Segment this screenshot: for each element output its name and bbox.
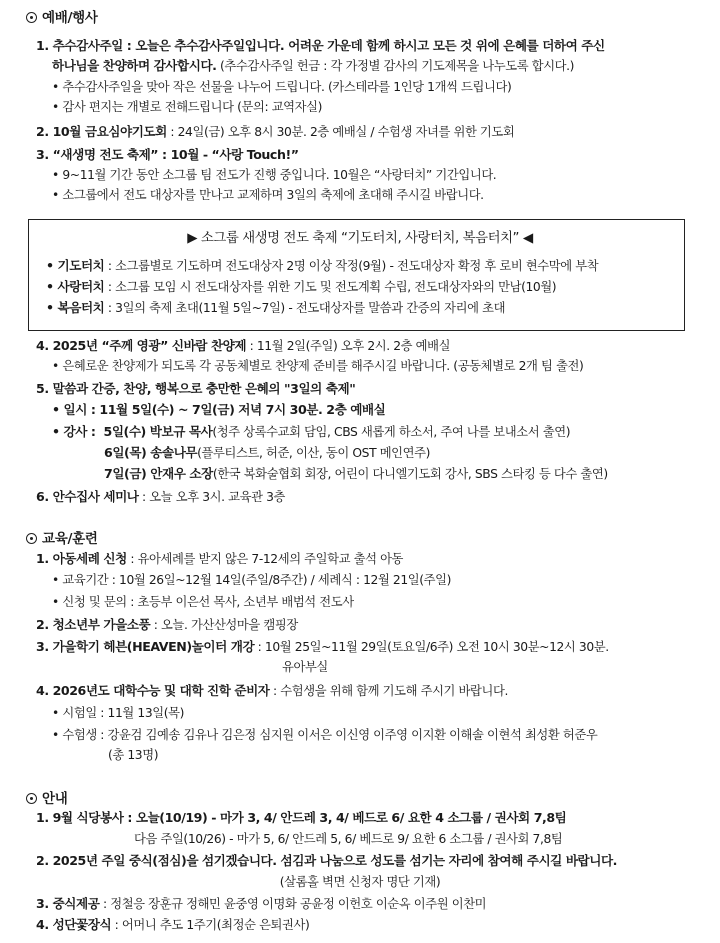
item-1-bold: 하나님을 찬양하며 감사합시다.: [52, 58, 217, 73]
speaker-label: • 강사 :: [52, 424, 96, 439]
education-item-4-bullet-1: • 시험일 : 11월 13일(목): [52, 706, 184, 720]
evangelism-box-row-3: [46, 299, 505, 317]
education-item-1: [36, 550, 403, 568]
circle-dot-icon: [26, 12, 37, 23]
notice-3-bold: 3. 중식제공: [36, 896, 100, 911]
worship-item-4: [36, 337, 450, 355]
item-1-note: (추수감사주일 헌금 : 각 가정별 감사의 기도제목을 나누도록 합시다.): [216, 59, 575, 73]
edu-1-bold: 1. 아동세례 신청: [36, 551, 127, 566]
item-4-rest: : 11월 2일(주일) 오후 2시. 2층 예배실: [246, 339, 451, 353]
notice-item-4: [36, 916, 309, 934]
box-row-1-label: • 기도터치: [46, 258, 105, 273]
education-item-4-total: (총 13명): [108, 748, 159, 762]
education-item-2: [36, 616, 298, 634]
evangelism-box-title: ▶ 소그룹 새생명 전도 축제 “기도터치, 사랑터치, 복음터치” ◀: [187, 231, 533, 246]
speaker-3-name: 7일(금) 안재우 소장: [104, 466, 213, 481]
section-notice-header: [26, 787, 67, 807]
education-item-4-bullet-2: • 수험생 : 강윤검 김예송 김유나 김은정 심지원 이서은 이신영 이주영 이지환 이해솔 이현석 최성환 허준우: [52, 728, 598, 742]
box-row-3-text: : 3일의 축제 초대(11월 5일~7일) - 전도대상자를 말씀과 간증의 자리에 초대: [104, 301, 506, 315]
education-item-3-location: 유아부실: [282, 660, 328, 674]
notice-item-2: 2. 2025년 주일 중식(점심)을 섬기겠습니다. 섬김과 나눔으로 성도를 섬기는 자리에 참여해 주시길 바랍니다.: [36, 853, 618, 868]
education-item-1-bullet-2: • 신청 및 문의 : 초등부 이은선 목사, 소년부 배범석 전도사: [52, 595, 354, 609]
item-6-rest: : 오늘 오후 3시. 교육관 3층: [138, 490, 285, 504]
worship-item-4-bullet-1: • 은혜로운 찬양제가 되도록 각 공동체별로 찬양제 준비를 해주시길 바랍니다. (공동체별로 2개 팀 출전): [52, 359, 584, 373]
worship-item-5-date: • 일시 : 11월 5일(수) ~ 7일(금) 저녁 7시 30분. 2층 예배실: [52, 402, 386, 417]
section-worship-header: [26, 6, 98, 26]
item-6-bold: 6. 안수집사 세미나: [36, 489, 139, 504]
evangelism-box-row-1: [46, 257, 598, 275]
speaker-2-info: (플루티스트, 허준, 이산, 동이 OST 메인연주): [197, 446, 431, 460]
edu-3-rest: : 10월 25일~11월 29일(토요일/6주) 오전 10시 30분~12시 30분.: [254, 640, 609, 654]
evangelism-box-row-2: [46, 278, 556, 296]
section-title: 예배/행사: [42, 10, 98, 26]
box-row-3-label: • 복음터치: [46, 300, 105, 315]
worship-item-3-title: 3. “새생명 전도 축제” : 10월 - “사랑 Touch!”: [36, 147, 299, 162]
worship-item-3-bullet-2: • 소그룹에서 전도 대상자를 만나고 교제하며 3일의 축제에 초대해 주시길 바랍니다.: [52, 188, 484, 202]
speaker-3-info: (한국 복화술협회 회장, 어린이 다니엘기도회 강사, SBS 스타킹 등 다수 출연): [212, 467, 608, 481]
speaker-1-info: (청주 상록수교회 담임, CBS 새롭게 하소서, 주여 나를 보내소서 출연): [212, 425, 571, 439]
item-2-bold: 2. 10월 금요심야기도회: [36, 124, 167, 139]
worship-item-1-line2: [52, 57, 574, 75]
box-row-2-label: • 사랑터치: [46, 279, 105, 294]
notice-3-rest: : 정철응 장훈규 정해민 윤중영 이명화 공윤정 이헌호 이순옥 이주원 이찬미: [99, 897, 487, 911]
box-row-2-text: : 소그룹 모임 시 전도대상자를 위한 기도 및 전도계획 수립, 전도대상자와의 만남(10월): [104, 280, 557, 294]
worship-item-2: [36, 123, 514, 141]
section-title: 교육/훈련: [42, 531, 98, 547]
education-item-1-bullet-1: • 교육기간 : 10월 26일~12월 14일(주일/8주간) / 세례식 : 12월 21일(주일): [52, 573, 452, 587]
item-4-bold: 4. 2025년 “주께 영광” 신바람 찬양제: [36, 338, 247, 353]
worship-item-5-title: 5. 말씀과 간증, 찬양, 행복으로 충만한 은혜의 "3일의 축제": [36, 381, 356, 396]
worship-item-5-speaker-3: [104, 465, 608, 483]
edu-3-bold: 3. 가을학기 헤븐(HEAVEN)놀이터 개강: [36, 639, 255, 654]
worship-item-1-bullet-2: • 감사 편지는 개별로 전해드립니다 (문의: 교역자실): [52, 100, 323, 114]
notice-item-1: 1. 9월 식당봉사 : 오늘(10/19) - 마가 3, 4/ 안드레 3, 4/ 베드로 6/ 요한 4 소그룹 / 권사회 7,8팀: [36, 810, 567, 825]
speaker-2-name: 6일(목) 송솔나무: [104, 445, 198, 460]
speaker-1-name: 5일(수) 박보규 목사: [103, 424, 213, 439]
section-education-header: [26, 527, 98, 547]
worship-item-3-bullet-1: • 9~11월 기간 동안 소그룹 팀 전도가 진행 중입니다. 10월은 “사랑터치” 기간입니다.: [52, 168, 497, 182]
worship-item-6: [36, 488, 285, 506]
circle-dot-icon: [26, 533, 37, 544]
worship-item-1-title: 1. 추수감사주일 : 오늘은 추수감사주일입니다. 어려운 가운데 함께 하시고 모든 것 위에 은혜를 더하여 주신: [36, 38, 605, 53]
education-item-4: [36, 682, 508, 700]
notice-4-rest: : 어머니 추도 1주기(최정순 은퇴권사): [111, 918, 310, 932]
section-title: 안내: [42, 791, 68, 807]
worship-item-5-speaker-2: [104, 444, 430, 462]
edu-4-rest: : 수험생을 위해 함께 기도해 주시기 바랍니다.: [269, 684, 508, 698]
edu-4-bold: 4. 2026년도 대학수능 및 대학 진학 준비자: [36, 683, 270, 698]
edu-2-rest: : 오늘. 가산산성마을 캠핑장: [150, 618, 298, 632]
notice-item-3: [36, 895, 486, 913]
box-row-1-text: : 소그룹별로 기도하며 전도대상자 2명 이상 작정(9월) - 전도대상자 확정 후 로비 현수막에 부착: [104, 259, 599, 273]
notice-4-bold: 4. 성단꽃장식: [36, 917, 112, 932]
circle-dot-icon: [26, 793, 37, 804]
education-item-3: [36, 638, 609, 656]
edu-1-rest: : 유아세례를 받지 않은 7-12세의 주일학교 출석 아동: [126, 552, 404, 566]
item-2-rest: : 24일(금) 오후 8시 30분. 2층 예배실 / 수험생 자녀를 위한 기도회: [166, 125, 515, 139]
worship-item-1-bullet-1: • 추수감사주일을 맞아 작은 선물을 나누어 드립니다. (카스테라를 1인당 1개씩 드립니다): [52, 80, 512, 94]
notice-item-1-next: 다음 주일(10/26) - 마가 5, 6/ 안드레 5, 6/ 베드로 9/ 요한 6 소그룹 / 권사회 7,8팀: [134, 832, 563, 846]
worship-item-5-speaker-1: [52, 423, 570, 441]
notice-item-2-sub: (살롬홀 벽면 신청자 명단 기재): [279, 875, 441, 889]
edu-2-bold: 2. 청소년부 가을소풍: [36, 617, 151, 632]
